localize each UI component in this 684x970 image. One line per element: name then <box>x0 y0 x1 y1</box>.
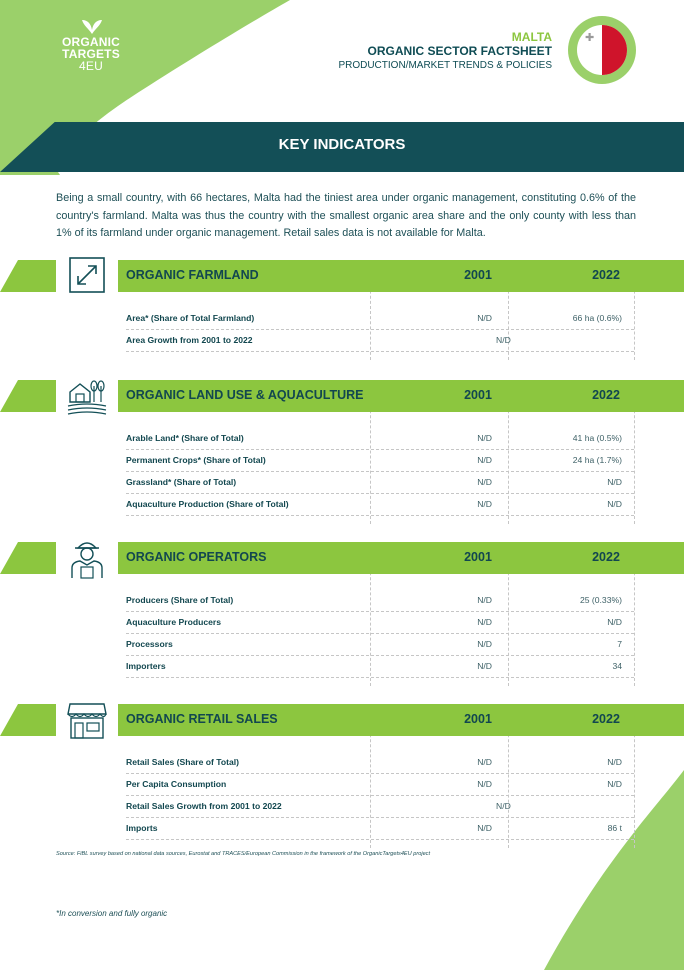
table-row <box>126 752 634 774</box>
table-row <box>126 308 634 330</box>
year-header-end: 2022 <box>592 550 620 564</box>
year-header-start: 2001 <box>464 550 492 564</box>
row-label: Retail Sales Growth from 2001 to 2022 <box>126 801 282 811</box>
table-row <box>126 590 634 612</box>
section-bar-notch <box>0 704 18 736</box>
organictargets-logo <box>56 18 126 100</box>
indicator-section <box>0 542 684 688</box>
row-label: Aquaculture Production (Share of Total) <box>126 499 289 509</box>
country-name: MALTA <box>511 30 552 44</box>
section-bar-notch <box>0 380 18 412</box>
malta-flag <box>577 25 627 75</box>
table-row: Retail Sales Growth from 2001 to 2022 N/D <box>126 796 634 818</box>
section-icon-box <box>56 364 118 426</box>
row-label: Retail Sales (Share of Total) <box>126 757 240 767</box>
row-value-end: 86 t <box>607 823 622 833</box>
row-value-start: N/D <box>477 455 492 465</box>
table-row <box>126 818 634 840</box>
section-bar-notch <box>0 542 18 574</box>
row-value-start: N/D <box>477 639 492 649</box>
table-row <box>126 494 634 516</box>
key-indicators-title: KEY INDICATORS <box>278 136 406 153</box>
year-header-start: 2001 <box>464 268 492 282</box>
section-title: ORGANIC LAND USE & AQUACULTURE <box>126 388 364 402</box>
source-note: Source: FiBL survey based on national data sources, Eurostat and TRACES/European Commission in the framework of the OrganicTargets4EU project <box>56 851 431 857</box>
row-label: Area* (Share of Total Farmland) <box>126 313 255 323</box>
row-label: Aquaculture Producers <box>126 617 222 627</box>
table-row <box>126 450 634 472</box>
section-icon-box <box>56 526 118 588</box>
row-value-end: N/D <box>607 779 622 789</box>
row-value-end: 7 <box>617 639 622 649</box>
row-label: Area Growth from 2001 to 2022 <box>126 335 253 345</box>
section-bar-notch <box>0 260 18 292</box>
year-header-start: 2001 <box>464 712 492 726</box>
row-value-end: 41 ha (0.5%) <box>572 433 622 443</box>
row-value-start: N/D <box>477 617 492 627</box>
section-title: ORGANIC OPERATORS <box>126 550 267 564</box>
row-label: Arable Land* (Share of Total) <box>126 433 244 443</box>
section-icon-box <box>56 244 118 306</box>
indicator-section <box>0 704 684 850</box>
row-label: Importers <box>126 661 166 671</box>
row-value-end: N/D <box>607 499 622 509</box>
row-value-end: 25 (0.33%) <box>579 595 622 605</box>
indicator-section <box>0 380 684 526</box>
year-header-end: 2022 <box>592 388 620 402</box>
year-header-end: 2022 <box>592 712 620 726</box>
year-header-start: 2001 <box>464 388 492 402</box>
section-icon-box <box>56 688 118 750</box>
row-label: Processors <box>126 639 173 649</box>
row-label: Per Capita Consumption <box>126 779 227 789</box>
row-value-end: N/D <box>607 617 622 627</box>
row-value-end: N/D <box>607 757 622 767</box>
logo-line-2: TARGETS <box>62 47 120 61</box>
section-title: ORGANIC FARMLAND <box>126 268 259 282</box>
logo-line-3: 4EU <box>79 59 103 73</box>
footnote: *In conversion and fully organic <box>56 909 168 918</box>
row-value-start: N/D <box>477 661 492 671</box>
row-value-end: 66 ha (0.6%) <box>572 313 622 323</box>
table-row <box>126 656 634 678</box>
row-label: Producers (Share of Total) <box>126 595 234 605</box>
factsheet-subtitle: PRODUCTION/MARKET TRENDS & POLICIES <box>338 60 552 71</box>
malta-flag-badge <box>568 16 636 84</box>
section-title: ORGANIC RETAIL SALES <box>126 712 278 726</box>
row-value-end: 24 ha (1.7%) <box>572 455 622 465</box>
table-row <box>126 472 634 494</box>
row-label: Grassland* (Share of Total) <box>126 477 237 487</box>
table-row <box>126 612 634 634</box>
row-value-start: N/D <box>477 595 492 605</box>
logo-line-1: ORGANIC <box>61 35 121 49</box>
factsheet-header <box>338 30 552 73</box>
year-header-end: 2022 <box>592 268 620 282</box>
row-value-start: N/D <box>477 779 492 789</box>
row-value-start: N/D <box>477 433 492 443</box>
intro-paragraph: Being a small country, with 66 hectares, Malta had the tiniest area under organic management, constituting 0.6% of the country's farmland. Malta was thus the country with the smallest organic area share and the only county with less than 1% of its farmland under organic management. Retail sales data is not available for Malta. <box>56 192 636 239</box>
table-row: Area Growth from 2001 to 2022 N/D <box>126 330 634 352</box>
flag-red-half <box>602 25 627 75</box>
row-value-start: N/D <box>477 499 492 509</box>
leaf-icon <box>82 18 102 34</box>
row-label: Imports <box>126 823 158 833</box>
table-row <box>126 428 634 450</box>
george-cross-icon: ✚ <box>585 32 595 44</box>
row-value-start: N/D <box>477 757 492 767</box>
row-value-start: N/D <box>477 313 492 323</box>
indicator-section <box>0 260 684 362</box>
row-value-start: N/D <box>477 823 492 833</box>
row-value-end: 34 <box>612 661 622 671</box>
factsheet-title: ORGANIC SECTOR FACTSHEET <box>367 44 552 58</box>
table-row <box>126 774 634 796</box>
row-label: Permanent Crops* (Share of Total) <box>126 455 266 465</box>
row-value-start: N/D <box>477 477 492 487</box>
table-row <box>126 634 634 656</box>
row-value-end: N/D <box>607 477 622 487</box>
